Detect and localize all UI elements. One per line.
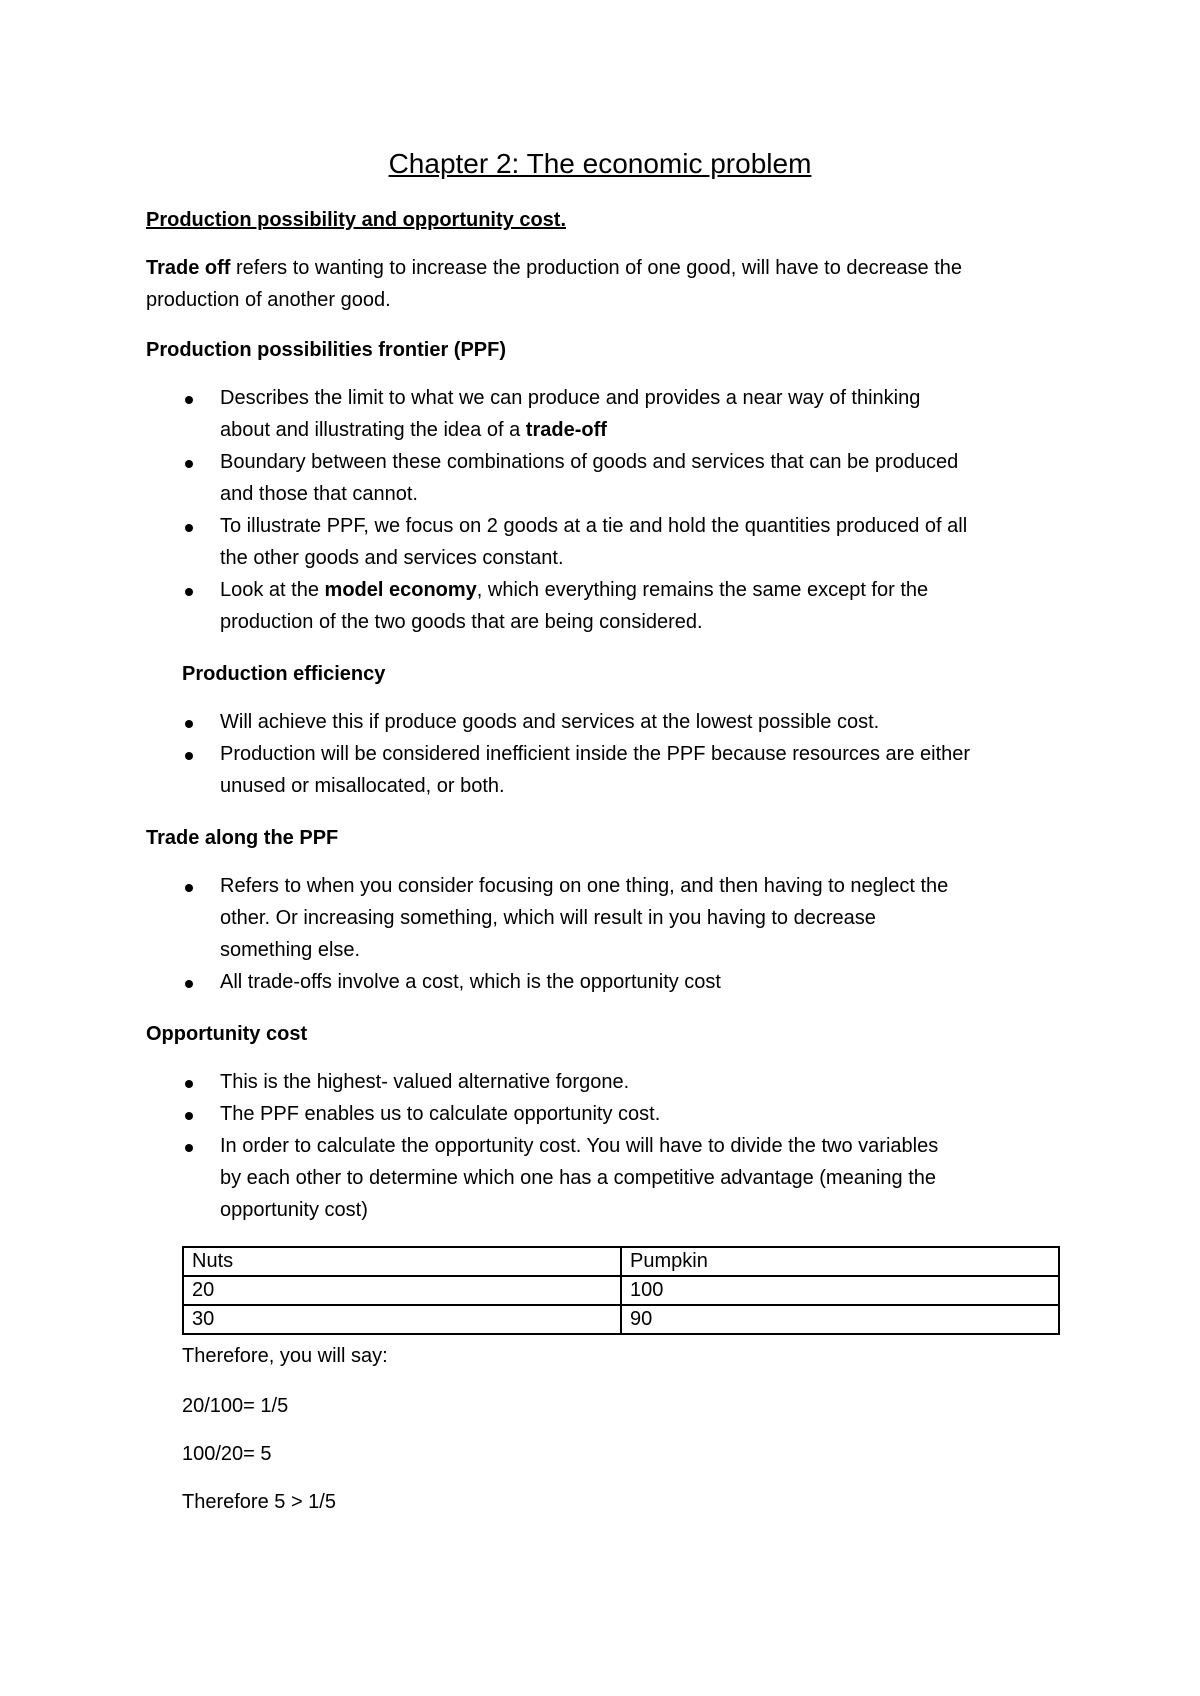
list-item: The PPF enables us to calculate opportunity cost. — [146, 1098, 1106, 1130]
bullet-icon — [185, 524, 193, 532]
list-item: In order to calculate the opportunity cost. You will have to divide the two variables by each other to determine which one has a competitive advantage (meaning the opportunity cost) — [146, 1130, 1106, 1226]
table-header-row — [183, 1247, 1059, 1276]
table-cell: 100 — [621, 1276, 1059, 1305]
bullet-icon — [185, 1144, 193, 1152]
trade-along-bullet-list — [146, 870, 1106, 998]
calc-equation-2: 100/20= 5 — [182, 1443, 272, 1465]
bullet-icon — [185, 980, 193, 988]
bullet-icon — [185, 884, 193, 892]
list-item: Boundary between these combinations of goods and services that can be produced and those that cannot. — [146, 446, 1106, 510]
table-cell: 20 — [183, 1276, 621, 1305]
bullet-icon — [185, 720, 193, 728]
list-item: Describes the limit to what we can produce and provides a near way of thinking about and illustrating the idea of a trade-off — [146, 382, 1106, 446]
calc-conclusion: Therefore 5 > 1/5 — [182, 1491, 336, 1513]
calc-equation-1: 20/100= 1/5 — [182, 1395, 289, 1417]
list-item: This is the highest- valued alternative forgone. — [146, 1066, 1106, 1098]
list-item: Refers to when you consider focusing on one thing, and then having to neglect the other. Or increasing something, which will result in you having to decrease something else. — [146, 870, 1106, 966]
list-item: Look at the model economy, which everything remains the same except for the production of the two goods that are being considered. — [146, 574, 1106, 638]
trade-off-term: Trade off — [146, 257, 231, 279]
page-title: Chapter 2: The economic problem — [388, 148, 812, 179]
efficiency-heading: Production efficiency — [182, 663, 386, 685]
opportunity-heading: Opportunity cost — [146, 1023, 308, 1045]
table-cell: 30 — [183, 1305, 621, 1334]
bullet-icon — [185, 752, 193, 760]
bullet-icon — [185, 396, 193, 404]
list-item: Will achieve this if produce goods and services at the lowest possible cost. — [146, 706, 1106, 738]
bullet-icon — [185, 588, 193, 596]
calc-intro: Therefore, you will say: — [182, 1345, 388, 1367]
table-row — [183, 1276, 1059, 1305]
bullet-icon — [185, 1112, 193, 1120]
efficiency-bullet-list — [146, 706, 1106, 802]
nuts-pumpkin-table — [182, 1246, 1060, 1335]
list-item: All trade-offs involve a cost, which is the opportunity cost — [146, 966, 1106, 998]
trade-along-heading: Trade along the PPF — [146, 827, 339, 849]
table-cell: 90 — [621, 1305, 1059, 1334]
list-item: Production will be considered inefficient inside the PPF because resources are either unused or misallocated, or both. — [146, 738, 1106, 802]
table-row — [183, 1305, 1059, 1334]
ppf-heading: Production possibilities frontier (PPF) — [146, 339, 507, 361]
section-heading: Production possibility and opportunity cost. — [146, 209, 566, 231]
table-header-cell: Pumpkin — [621, 1247, 1059, 1276]
table-header-cell: Nuts — [183, 1247, 621, 1276]
bullet-icon — [185, 1080, 193, 1088]
list-item: To illustrate PPF, we focus on 2 goods at a tie and hold the quantities produced of all the other goods and services constant. — [146, 510, 1106, 574]
bullet-icon — [185, 460, 193, 468]
ppf-bullet-list — [146, 382, 1106, 638]
opportunity-bullet-list — [146, 1066, 1106, 1226]
trade-off-paragraph: Trade off refers to wanting to increase the production of one good, will have to decrease the production of another good. — [146, 257, 963, 311]
